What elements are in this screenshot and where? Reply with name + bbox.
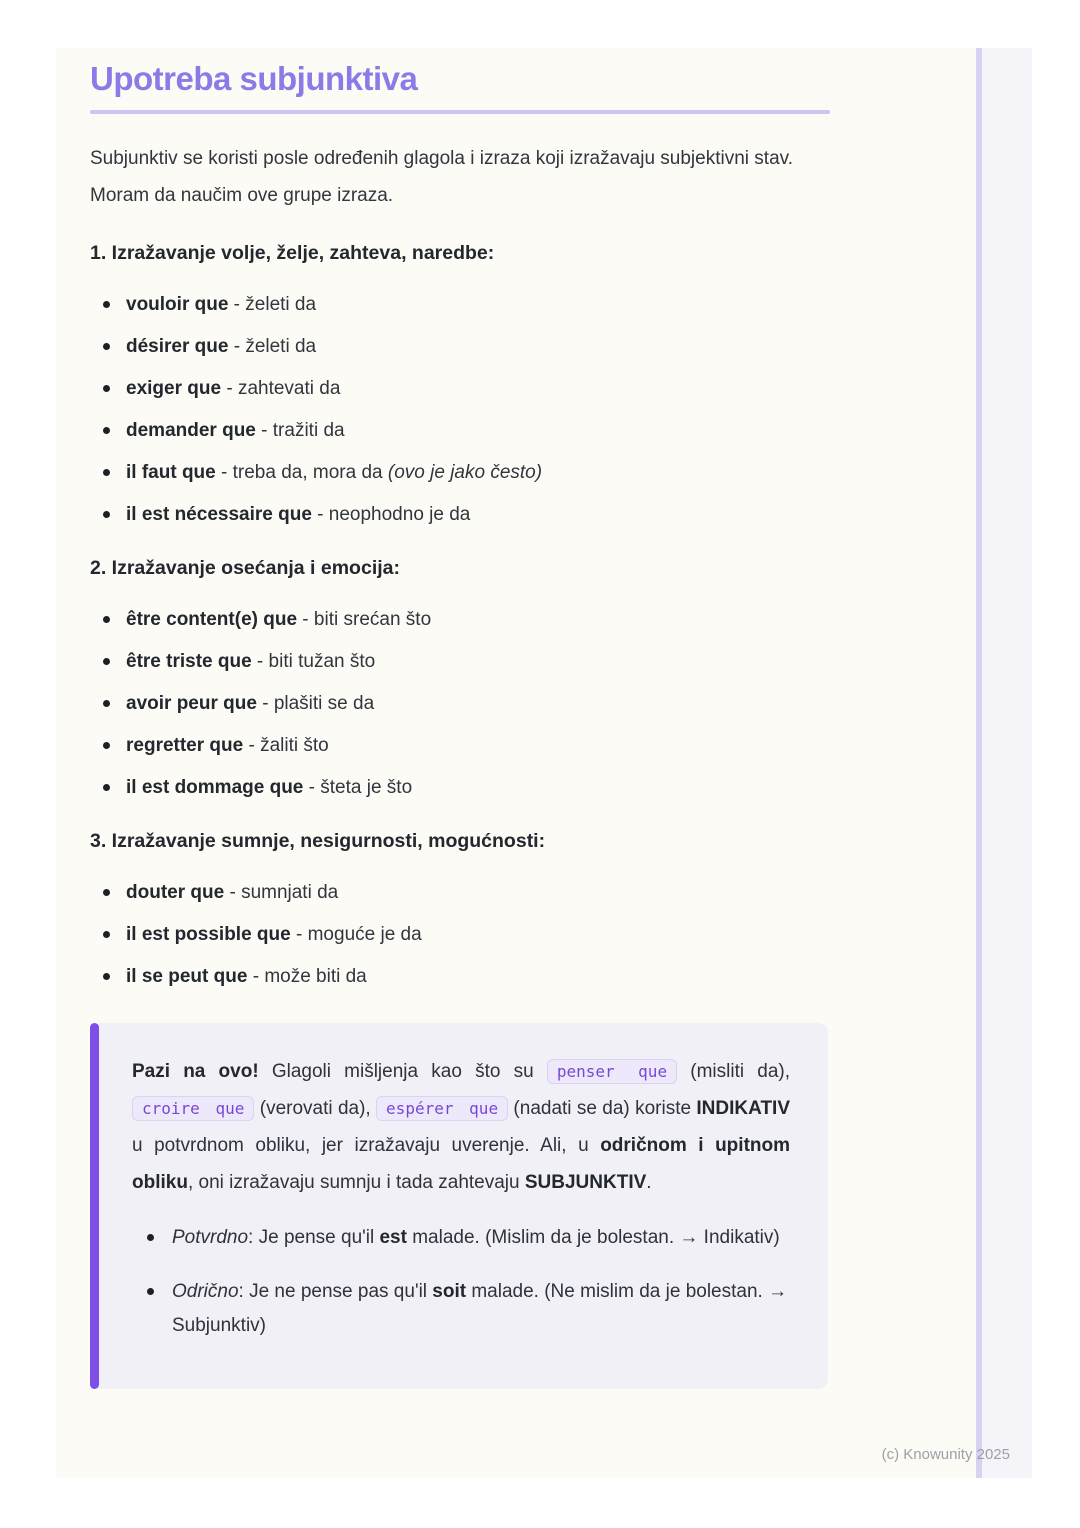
example-text-segment: : Je pense qu'il <box>248 1227 380 1248</box>
list-item <box>90 291 830 319</box>
term-text: exiger que <box>126 378 222 399</box>
term-text: regretter que <box>126 735 244 756</box>
list-item <box>90 459 830 487</box>
callout-bold-text: SUBJUNKTIV <box>524 1172 647 1193</box>
list-item <box>90 879 830 907</box>
definition-text: šteta je što <box>320 777 413 798</box>
callout-text-segment: Glagoli mišljenja kao što su <box>258 1061 547 1082</box>
list-item <box>90 648 830 676</box>
definition-text: neophodno je da <box>328 504 471 525</box>
term-text: avoir peur que <box>126 693 257 714</box>
intro-paragraph: Subjunktiv se koristi posle određenih glagola i izraza koji izražavaju subjektivni stav. Moram da naučim ove grupe izraza. <box>90 148 793 206</box>
separator-text: - <box>221 378 238 399</box>
term-text: il est nécessaire que <box>126 504 312 525</box>
callout-text-segment: (misliti da), <box>677 1061 790 1082</box>
list-item <box>90 333 830 361</box>
separator-text: - <box>297 609 314 630</box>
example-verb-text: soit <box>432 1281 467 1302</box>
list-item <box>90 606 830 634</box>
example-verb-text: est <box>379 1227 407 1248</box>
footer-copyright: (c) Knowunity 2025 <box>881 1446 1010 1463</box>
term-text: il est possible que <box>126 924 291 945</box>
definition-text: plašiti se da <box>273 693 375 714</box>
example-list-item <box>144 1275 790 1343</box>
term-text: il se peut que <box>126 966 248 987</box>
separator-text: - <box>247 966 265 987</box>
separator-text: - <box>224 882 242 903</box>
separator-text: - <box>255 420 273 441</box>
title-underline-divider <box>90 110 830 114</box>
term-text: il est dommage que <box>126 777 304 798</box>
note-page <box>56 48 976 1478</box>
definition-text: želeti da <box>245 294 317 315</box>
code-chip: croire que <box>132 1096 254 1121</box>
callout-text-segment: (nadati se da) koriste <box>508 1098 697 1119</box>
page-title: Upotreba subjunktiva <box>90 60 418 97</box>
italic-note-text: (ovo je jako često) <box>382 462 543 483</box>
term-text: être content(e) que <box>126 609 298 630</box>
definition-text: može biti da <box>264 966 367 987</box>
callout-bold-text: odričnom i upitnom obliku <box>132 1135 790 1193</box>
definition-text: treba da, mora da <box>232 462 383 483</box>
example-list <box>132 1221 790 1343</box>
term-list-3 <box>90 879 830 991</box>
list-item <box>90 963 830 991</box>
separator-text: - <box>251 651 269 672</box>
term-text: désirer que <box>126 336 229 357</box>
definition-text: zahtevati da <box>237 378 341 399</box>
term-text: il faut que <box>126 462 216 483</box>
definition-text: tražiti da <box>272 420 345 441</box>
separator-text: - <box>215 462 233 483</box>
code-chip: penser que <box>547 1059 677 1084</box>
separator-text: - <box>256 693 274 714</box>
term-text: douter que <box>126 882 225 903</box>
code-chip: espérer que <box>376 1096 508 1121</box>
term-text: demander que <box>126 420 256 441</box>
separator-text: - <box>228 294 246 315</box>
callout-lead-text: Pazi na ovo! <box>132 1061 259 1082</box>
separator-text: - <box>311 504 329 525</box>
definition-text: žaliti što <box>260 735 329 756</box>
example-text-segment: malade. (Mislim da je bolestan. → Indikativ) <box>406 1227 780 1248</box>
list-item <box>90 417 830 445</box>
callout-box <box>90 1023 828 1389</box>
definition-text: moguće je da <box>307 924 422 945</box>
term-text: vouloir que <box>126 294 229 315</box>
example-label: Potvrdno <box>172 1227 249 1248</box>
callout-text-segment: u potvrdnom obliku, jer izražavaju uverenje. Ali, u <box>132 1135 601 1156</box>
definition-text: sumnjati da <box>241 882 339 903</box>
list-item <box>90 921 830 949</box>
term-text: être triste que <box>126 651 252 672</box>
separator-text: - <box>290 924 308 945</box>
term-list-1 <box>90 291 830 529</box>
callout-accent-bar <box>90 1023 99 1389</box>
separator-text: - <box>228 336 246 357</box>
list-item <box>90 690 830 718</box>
callout-bold-text: INDIKATIV <box>696 1098 790 1119</box>
separator-text: - <box>243 735 261 756</box>
section-heading-1: 1. Izražavanje volje, želje, zahteva, naredbe: <box>90 242 495 264</box>
side-panel-strip <box>976 48 1032 1478</box>
callout-paragraph <box>132 1053 790 1201</box>
list-item <box>90 732 830 760</box>
example-label: Odrično <box>172 1281 239 1302</box>
separator-text: - <box>303 777 321 798</box>
definition-text: biti srećan što <box>313 609 432 630</box>
callout-text-segment: . <box>646 1172 652 1193</box>
callout-text-segment: (verovati da), <box>254 1098 377 1119</box>
example-text-segment: : Je ne pense pas qu'il <box>238 1281 433 1302</box>
section-heading-2: 2. Izražavanje osećanja i emocija: <box>90 557 400 579</box>
list-item <box>90 774 830 802</box>
example-list-item <box>144 1221 790 1255</box>
definition-text: biti tužan što <box>268 651 376 672</box>
section-heading-3: 3. Izražavanje sumnje, nesigurnosti, mogućnosti: <box>90 830 546 852</box>
term-list-2 <box>90 606 830 802</box>
callout-text-segment: , oni izražavaju sumnju i tada zahtevaju <box>187 1172 525 1193</box>
list-item <box>90 375 830 403</box>
list-item <box>90 501 830 529</box>
definition-text: želeti da <box>245 336 317 357</box>
example-text-segment: malade. (Ne mislim da je bolestan. → Subjunktiv) <box>172 1281 788 1336</box>
